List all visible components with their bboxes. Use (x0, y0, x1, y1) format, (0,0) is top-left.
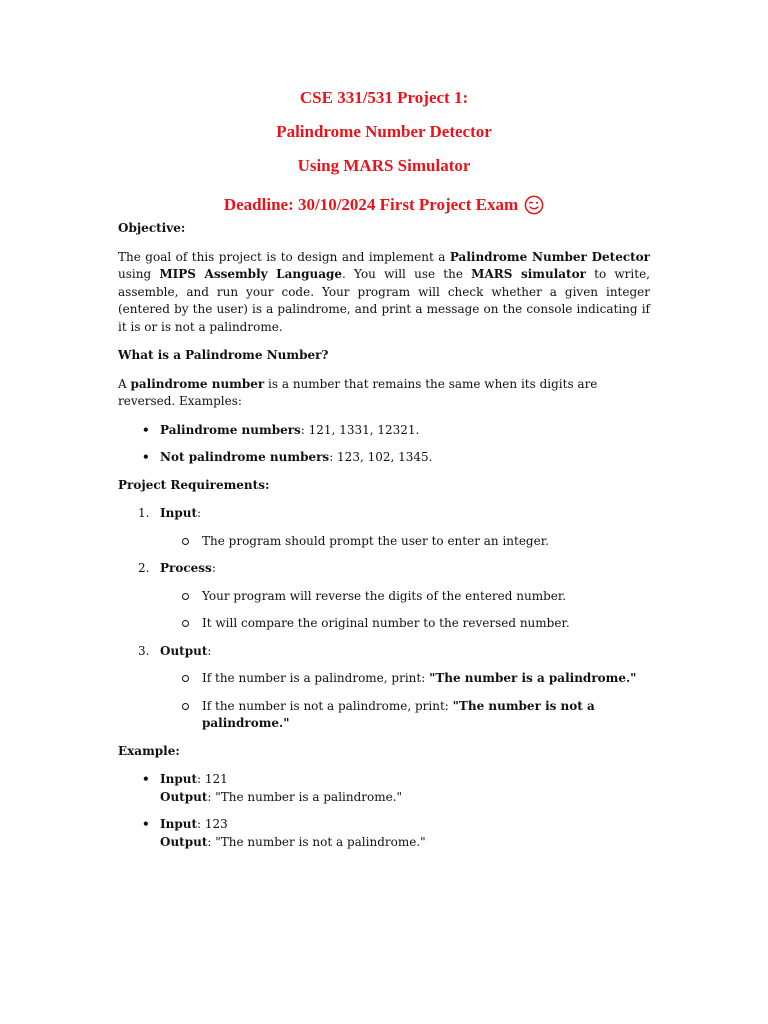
bullet-label: Palindrome numbers (160, 422, 301, 437)
objective-paragraph (118, 249, 650, 337)
output-value: : "The number is not a palindrome." (207, 834, 426, 849)
sub-item-bold: "The number is not a palindrome." (202, 698, 595, 730)
sub-item-bold: "The number is a palindrome." (429, 671, 637, 685)
bullet-icon: • (142, 772, 150, 786)
definition-bold: palindrome number (130, 376, 265, 391)
sub-item-text: If the number is not a palindrome, print: (202, 698, 453, 713)
project-title: Palindrome Number Detector (276, 122, 492, 141)
list-item (118, 816, 650, 851)
requirement-number: 2. (138, 561, 150, 575)
requirement-suffix: : (207, 643, 212, 658)
bullet-text: : 123, 102, 1345. (329, 450, 433, 464)
output-value: : "The number is a palindrome." (207, 789, 403, 804)
objective-text-4: to write, assemble, and run your code. Your program will check whether a given integer (entered by the user) is a palindrome, and print a message on the console indicating if it is or is not a palindrome. (118, 267, 650, 334)
requirement-item (118, 505, 650, 523)
objective-heading: Objective: (118, 221, 186, 235)
requirement-item (118, 643, 650, 661)
sub-item-text: It will compare the original number to the reversed number. (202, 616, 570, 630)
document-body (118, 220, 650, 861)
objective-bold-3: MARS simulator (471, 267, 586, 281)
requirement-item (118, 560, 650, 578)
sub-item (118, 615, 650, 633)
hollow-bullet-icon (182, 593, 189, 600)
course-title: CSE 331/531 Project 1: (299, 88, 469, 107)
requirement-number: 1. (138, 506, 150, 520)
deadline-line (224, 188, 544, 222)
sub-item (118, 588, 650, 606)
winking-face-icon (524, 195, 544, 215)
objective-text-1: The goal of this project is to design and implement a (118, 249, 450, 264)
input-label: Input (160, 817, 197, 831)
output-label: Output (160, 789, 208, 804)
list-item (118, 422, 650, 440)
requirement-label: Process (160, 561, 212, 575)
requirement-label: Input (160, 506, 197, 520)
input-label: Input (160, 772, 197, 786)
output-label: Output (160, 834, 208, 849)
hollow-bullet-icon (182, 620, 189, 627)
requirement-label: Output (160, 643, 208, 658)
requirement-number: 3. (138, 643, 150, 658)
hollow-bullet-icon (182, 538, 189, 545)
input-value: : 121 (197, 772, 228, 786)
sub-item (118, 698, 650, 733)
input-value: : 123 (197, 817, 228, 831)
requirements-heading: Project Requirements: (118, 477, 270, 492)
definition-text-2: is a number that remains the same when its digits are reversed. Examples: (118, 376, 598, 408)
bullet-label: Not palindrome numbers (160, 450, 330, 464)
hollow-bullet-icon (182, 703, 189, 710)
project-subtitle: Using MARS Simulator (297, 156, 471, 175)
objective-text-3: . You will use the (342, 267, 472, 281)
sub-item (118, 533, 650, 551)
definition-paragraph (118, 376, 650, 411)
list-item (118, 771, 650, 806)
sub-item-text: Your program will reverse the digits of the entered number. (202, 588, 567, 603)
requirement-suffix: : (211, 561, 216, 575)
bullet-icon: • (142, 422, 150, 437)
objective-bold-1: Palindrome Number Detector (449, 249, 651, 264)
title-block (0, 86, 768, 222)
example-heading: Example: (118, 743, 180, 758)
examples-list (118, 422, 650, 467)
sub-item-text: If the number is a palindrome, print: (202, 671, 430, 685)
objective-text-2: using (118, 267, 160, 281)
what-heading: What is a Palindrome Number? (118, 348, 329, 362)
sub-item (118, 670, 650, 688)
example-list (118, 771, 650, 851)
requirement-suffix: : (197, 506, 202, 520)
definition-text-1: A (118, 376, 131, 391)
hollow-bullet-icon (182, 675, 189, 682)
bullet-icon: • (142, 450, 150, 464)
objective-bold-2: MIPS Assembly Language (159, 267, 343, 281)
list-item (118, 449, 650, 467)
deadline-text: Deadline: 30/10/2024 First Project Exam (223, 195, 519, 214)
bullet-icon: • (142, 817, 150, 831)
bullet-text: : 121, 1331, 12321. (300, 422, 420, 437)
sub-item-text: The program should prompt the user to enter an integer. (202, 533, 549, 548)
